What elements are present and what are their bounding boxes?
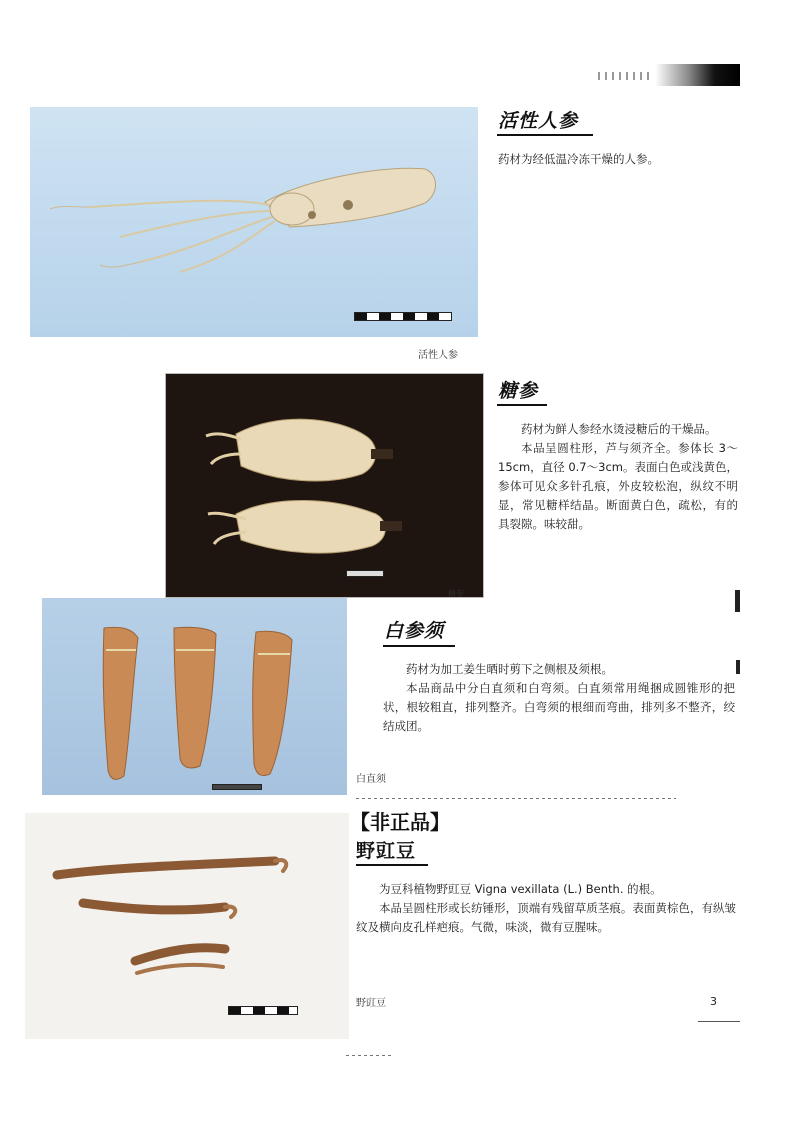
wild-cowpea-root-illustration bbox=[25, 813, 349, 1039]
yejiangdou-text bbox=[356, 880, 736, 937]
sugar-ginseng-illustration bbox=[166, 374, 483, 597]
baishenxu-title-underline bbox=[383, 645, 455, 647]
bottom-scan-rule bbox=[346, 1055, 394, 1056]
baishenxu-text2: 本品商品中分白直须和白弯须。白直须常用绳捆成圆锥形的把状，根较粗直，排列整齐。白弯须的根细而弯曲，排列多不整齐，绞结成团。 bbox=[383, 681, 735, 733]
section-divider bbox=[356, 798, 676, 799]
baishenxu-title: 白参须 bbox=[384, 620, 445, 642]
baishenxu-photo bbox=[42, 598, 347, 795]
header-scan-dots bbox=[598, 72, 653, 80]
tangshen-text2: 本品呈圆柱形，芦与须齐全。参体长 3～15cm，直径 0.7～3cm。表面白色或浅黄色，参体可见众多针孔痕，外皮较松泡，纵纹不明显，常见糖样结晶。断面黄白色，疏松，有的具裂隙。味较甜。 bbox=[498, 441, 738, 531]
yejiangdou-text1: 为豆科植物野豇豆 Vigna vexillata (L.) Benth. 的根。 bbox=[379, 882, 662, 896]
ginseng-root-illustration bbox=[30, 107, 478, 337]
yejiangdou-scale-bar bbox=[228, 1006, 298, 1015]
tangshen-text bbox=[498, 420, 738, 534]
huoxing-photo bbox=[30, 107, 478, 337]
baishenxu-text1: 药材为加工姜生晒时剪下之侧根及须根。 bbox=[406, 662, 613, 676]
huoxing-scale-bar bbox=[354, 312, 452, 321]
huoxing-title: 活性人参 bbox=[498, 110, 579, 132]
right-edge-mark-2 bbox=[736, 660, 740, 674]
right-edge-mark bbox=[735, 590, 740, 612]
footer-rule bbox=[698, 1021, 740, 1022]
nonstandard-label: 【非正品】 bbox=[350, 810, 450, 834]
yejiangdou-photo bbox=[25, 813, 349, 1039]
page-number: 3 bbox=[710, 995, 717, 1008]
yejiangdou-title: 野豇豆 bbox=[356, 840, 417, 862]
baishenxu-photo-caption: 白直须 bbox=[356, 774, 386, 785]
baishenxu-text bbox=[383, 660, 735, 736]
tangshen-scale-bar bbox=[346, 570, 384, 577]
huoxing-text: 药材为经低温冷冻干燥的人参。 bbox=[498, 152, 659, 166]
ginseng-hair-bundles-illustration bbox=[42, 598, 347, 795]
huoxing-title-underline bbox=[497, 134, 593, 136]
header-scan-bar bbox=[655, 64, 740, 86]
tangshen-photo bbox=[165, 373, 484, 598]
tangshen-photo-caption: 糖参 bbox=[448, 589, 464, 598]
yejiangdou-text2: 本品呈圆柱形或长纺锤形，顶端有残留草质茎痕。表面黄棕色，有纵皱纹及横向皮孔样疤痕。气微，味淡，微有豆腥味。 bbox=[356, 901, 736, 934]
yejiangdou-title-underline bbox=[356, 864, 428, 866]
tangshen-text1: 药材为鲜人参经水烫浸糖后的干燥品。 bbox=[521, 422, 717, 436]
tangshen-title: 糖参 bbox=[498, 380, 539, 402]
baishenxu-scale-bar bbox=[212, 784, 262, 790]
tangshen-title-underline bbox=[497, 404, 547, 406]
yejiangdou-photo-caption: 野豇豆 bbox=[356, 998, 386, 1009]
huoxing-photo-caption: 活性人参 bbox=[418, 350, 458, 361]
